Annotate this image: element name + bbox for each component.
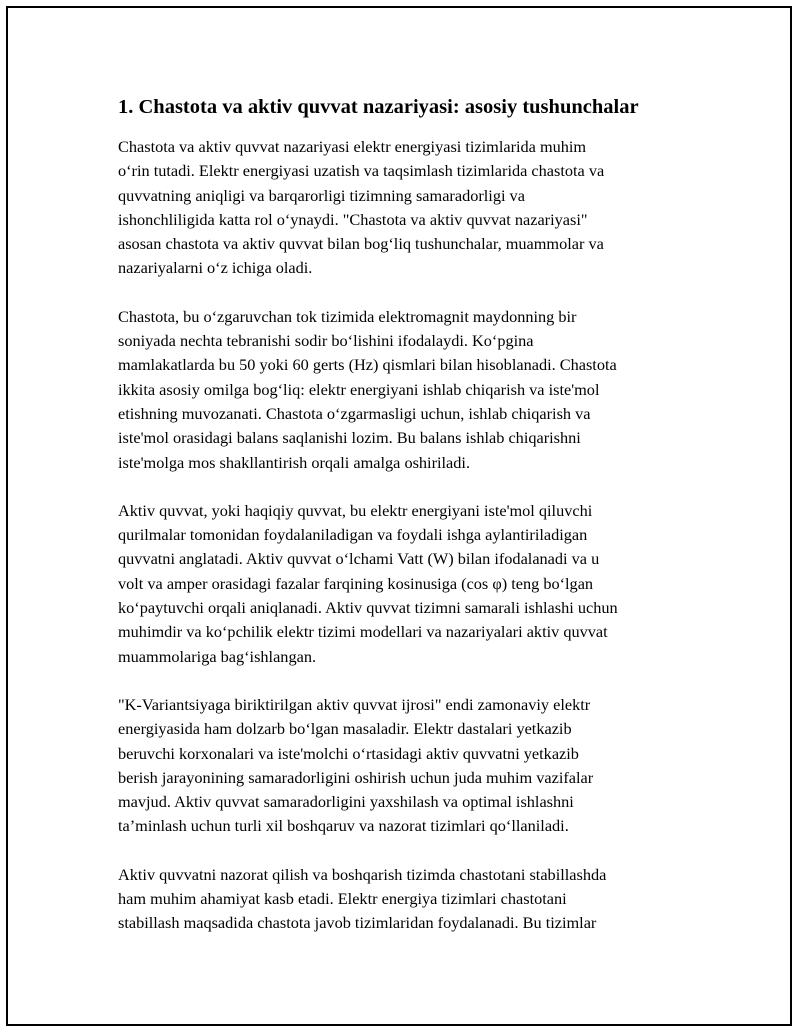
paragraph-5 bbox=[118, 863, 688, 936]
text-line: berish jarayonining samaradorligini oshirish uchun juda muhim vazifalar bbox=[118, 767, 594, 787]
section-heading: 1. Chastota va aktiv quvvat nazariyasi: asosiy tushunchalar bbox=[118, 96, 639, 118]
text-line: iste'mol orasidagi balans saqlanishi lozim. Bu balans ishlab chiqarishni bbox=[118, 428, 581, 448]
text-line: energiyasida ham dolzarb bo‘lgan masaladir. Elektr dastalari yetkazib bbox=[118, 719, 572, 739]
text-line: o‘rin tutadi. Elektr energiyasi uzatish va taqsimlash tizimlarida chastota va bbox=[118, 161, 605, 181]
paragraph-3 bbox=[118, 499, 688, 669]
document-body bbox=[118, 93, 688, 960]
text-line: "K-Variantsiyaga biriktirilgan aktiv quvvat ijrosi" endi zamonaviy elektr bbox=[118, 694, 591, 714]
text-line: ishonchliligida katta rol o‘ynaydi. "Chastota va aktiv quvvat nazariyasi" bbox=[118, 209, 588, 229]
paragraph-4 bbox=[118, 693, 688, 839]
text-line: mavjud. Aktiv quvvat samaradorligini yaxshilash va optimal ishlashni bbox=[118, 792, 574, 812]
text-line: Aktiv quvvatni nazorat qilish va boshqarish tizimda chastotani stabillashda bbox=[118, 864, 607, 884]
text-line: qurilmalar tomonidan foydalaniladigan va foydali ishga aylantiriladigan bbox=[118, 525, 588, 545]
paragraph-2 bbox=[118, 305, 688, 475]
text-line: quvvatning aniqligi va barqarorligi tizimning samaradorligi va bbox=[118, 185, 525, 205]
text-line: ko‘paytuvchi orqali aniqlanadi. Aktiv quvvat tizimni samarali ishlashi uchun bbox=[118, 598, 618, 618]
text-line: ta’minlash uchun turli xil boshqaruv va nazorat tizimlari qo‘llaniladi. bbox=[118, 816, 569, 836]
text-line: asosan chastota va aktiv quvvat bilan bog‘liq tushunchalar, muammolar va bbox=[118, 234, 604, 254]
text-line: Chastota, bu o‘zgaruvchan tok tizimida elektromagnit maydonning bir bbox=[118, 306, 577, 326]
text-line: nazariyalarni o‘z ichiga oladi. bbox=[118, 258, 313, 278]
text-line: muhimdir va ko‘pchilik elektr tizimi modellari va nazariyalari aktiv quvvat bbox=[118, 622, 608, 642]
text-line: quvvatni anglatadi. Aktiv quvvat o‘lchami Vatt (W) bilan ifodalanadi va u bbox=[118, 549, 600, 569]
text-line: Chastota va aktiv quvvat nazariyasi elektr energiyasi tizimlarida muhim bbox=[118, 137, 587, 156]
paragraph-1 bbox=[118, 135, 688, 281]
text-line: stabillash maqsadida chastota javob tizimlaridan foydalanadi. Bu tizimlar bbox=[118, 913, 597, 933]
text-line: volt va amper orasidagi fazalar farqining kosinusiga (cos φ) teng bo‘lgan bbox=[118, 573, 594, 593]
text-line: Aktiv quvvat, yoki haqiqiy quvvat, bu elektr energiyani iste'mol qiluvchi bbox=[118, 500, 593, 520]
text-line: ham muhim ahamiyat kasb etadi. Elektr energiya tizimlari chastotani bbox=[118, 889, 567, 909]
text-line: etishning muvozanati. Chastota o‘zgarmasligi uchun, ishlab chiqarish va bbox=[118, 403, 591, 423]
text-line: iste'molga mos shakllantirish orqali amalga oshiriladi. bbox=[118, 452, 471, 472]
text-line: beruvchi korxonalari va iste'molchi o‘rtasidagi aktiv quvvatni yetkazib bbox=[118, 743, 579, 763]
text-line: ikkita asosiy omilga bog‘liq: elektr energiyani ishlab chiqarish va iste'mol bbox=[118, 379, 600, 399]
text-line: soniyada nechta tebranishi sodir bo‘lishini ifodalaydi. Ko‘pgina bbox=[118, 331, 534, 351]
text-line: mamlakatlarda bu 50 yoki 60 gerts (Hz) qismlari bilan hisoblanadi. Chastota bbox=[118, 355, 617, 375]
text-line: muammolariga bag‘ishlangan. bbox=[118, 646, 317, 666]
